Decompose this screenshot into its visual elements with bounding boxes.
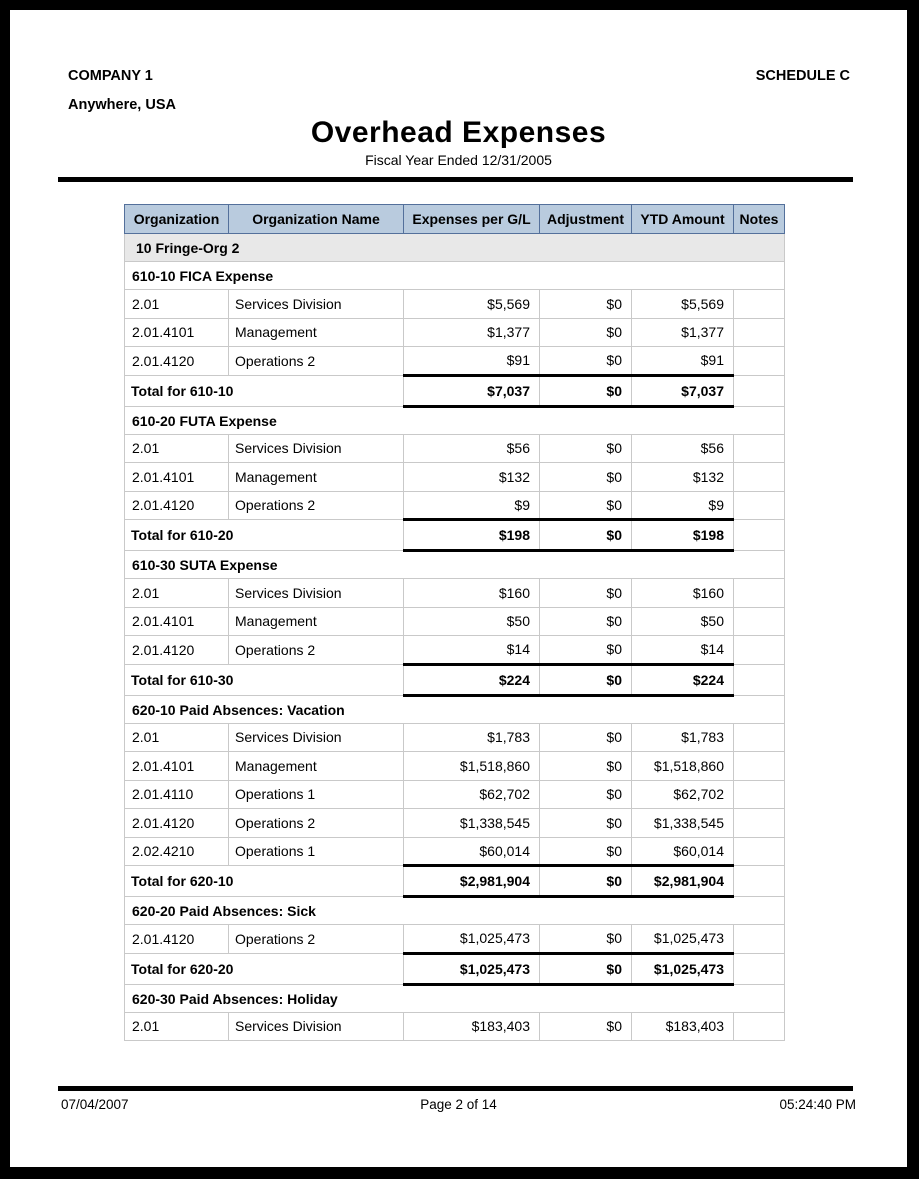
- cell-organization: 2.01.4101: [125, 607, 229, 636]
- total-notes: [734, 520, 785, 551]
- cell-notes: [734, 347, 785, 376]
- group-row: [125, 234, 785, 262]
- column-header-2: Expenses per G/L: [404, 205, 540, 234]
- cell-expenses: $1,518,860: [404, 752, 540, 781]
- section-header-label: 610-10 FICA Expense: [125, 262, 785, 290]
- total-notes: [734, 375, 785, 406]
- cell-organization: 2.01.4101: [125, 463, 229, 492]
- cell-organization: 2.01.4120: [125, 636, 229, 665]
- cell-organization-name: Services Division: [229, 290, 404, 319]
- table-row: [125, 290, 785, 319]
- cell-organization-name: Management: [229, 607, 404, 636]
- section-header-label: 620-10 Paid Absences: Vacation: [125, 695, 785, 723]
- cell-ytd-amount: $14: [632, 636, 734, 665]
- total-adjustment: $0: [540, 866, 632, 897]
- total-row: [125, 866, 785, 897]
- cell-ytd-amount: $60,014: [632, 837, 734, 866]
- cell-organization: 2.01: [125, 723, 229, 752]
- section-header-label: 610-30 SUTA Expense: [125, 551, 785, 579]
- cell-notes: [734, 723, 785, 752]
- cell-organization-name: Management: [229, 318, 404, 347]
- report-page: [10, 10, 907, 1167]
- cell-organization-name: Operations 1: [229, 837, 404, 866]
- total-ytd-amount: $224: [632, 664, 734, 695]
- cell-organization-name: Management: [229, 752, 404, 781]
- cell-ytd-amount: $5,569: [632, 290, 734, 319]
- table-row: [125, 780, 785, 809]
- schedule-label: SCHEDULE C: [755, 68, 850, 84]
- cell-ytd-amount: $50: [632, 607, 734, 636]
- cell-ytd-amount: $1,783: [632, 723, 734, 752]
- column-header-0: Organization: [125, 205, 229, 234]
- cell-ytd-amount: $160: [632, 579, 734, 608]
- cell-expenses: $9: [404, 491, 540, 520]
- cell-adjustment: $0: [540, 347, 632, 376]
- total-ytd-amount: $198: [632, 520, 734, 551]
- cell-adjustment: $0: [540, 1012, 632, 1041]
- cell-notes: [734, 752, 785, 781]
- cell-organization-name: Services Division: [229, 579, 404, 608]
- cell-organization-name: Operations 2: [229, 809, 404, 838]
- expenses-table: [124, 204, 785, 1041]
- section-header-row: [125, 406, 785, 434]
- cell-adjustment: $0: [540, 837, 632, 866]
- cell-organization: 2.01.4120: [125, 809, 229, 838]
- total-label: Total for 620-10: [125, 866, 404, 897]
- total-adjustment: $0: [540, 375, 632, 406]
- cell-notes: [734, 290, 785, 319]
- total-ytd-amount: $1,025,473: [632, 953, 734, 984]
- cell-adjustment: $0: [540, 636, 632, 665]
- cell-organization-name: Management: [229, 463, 404, 492]
- cell-adjustment: $0: [540, 925, 632, 954]
- table-row: [125, 636, 785, 665]
- cell-adjustment: $0: [540, 723, 632, 752]
- cell-expenses: $14: [404, 636, 540, 665]
- cell-organization: 2.01.4120: [125, 925, 229, 954]
- cell-adjustment: $0: [540, 607, 632, 636]
- cell-notes: [734, 579, 785, 608]
- cell-ytd-amount: $9: [632, 491, 734, 520]
- cell-expenses: $1,338,545: [404, 809, 540, 838]
- total-row: [125, 375, 785, 406]
- table-row: [125, 925, 785, 954]
- table-row: [125, 347, 785, 376]
- table-row: [125, 723, 785, 752]
- section-header-row: [125, 897, 785, 925]
- cell-organization: 2.01.4120: [125, 347, 229, 376]
- cell-expenses: $1,783: [404, 723, 540, 752]
- cell-organization: 2.01: [125, 434, 229, 463]
- column-header-4: YTD Amount: [632, 205, 734, 234]
- cell-ytd-amount: $1,338,545: [632, 809, 734, 838]
- total-row: [125, 953, 785, 984]
- section-header-label: 620-30 Paid Absences: Holiday: [125, 984, 785, 1012]
- group-label: 10 Fringe-Org 2: [125, 234, 785, 262]
- footer-page-number: Page 2 of 14: [420, 1097, 497, 1112]
- cell-organization-name: Operations 2: [229, 925, 404, 954]
- cell-organization-name: Services Division: [229, 434, 404, 463]
- cell-adjustment: $0: [540, 318, 632, 347]
- total-notes: [734, 953, 785, 984]
- total-notes: [734, 664, 785, 695]
- table-header-row: [125, 205, 785, 234]
- section-header-row: [125, 695, 785, 723]
- total-label: Total for 620-20: [125, 953, 404, 984]
- report-title: Overhead Expenses: [310, 116, 607, 149]
- cell-ytd-amount: $1,518,860: [632, 752, 734, 781]
- company-name: COMPANY 1: [68, 68, 153, 84]
- section-header-row: [125, 551, 785, 579]
- cell-adjustment: $0: [540, 780, 632, 809]
- cell-expenses: $183,403: [404, 1012, 540, 1041]
- total-expenses: $224: [404, 664, 540, 695]
- total-ytd-amount: $7,037: [632, 375, 734, 406]
- cell-expenses: $50: [404, 607, 540, 636]
- cell-ytd-amount: $56: [632, 434, 734, 463]
- total-adjustment: $0: [540, 664, 632, 695]
- cell-organization: 2.01.4120: [125, 491, 229, 520]
- cell-notes: [734, 837, 785, 866]
- total-expenses: $2,981,904: [404, 866, 540, 897]
- header-rule: [58, 177, 853, 182]
- cell-notes: [734, 434, 785, 463]
- footer-time: 05:24:40 PM: [779, 1097, 856, 1112]
- cell-expenses: $60,014: [404, 837, 540, 866]
- report-subtitle: Fiscal Year Ended 12/31/2005: [365, 152, 552, 168]
- cell-organization: 2.01.4101: [125, 318, 229, 347]
- footer-date: 07/04/2007: [61, 1097, 129, 1112]
- column-header-3: Adjustment: [540, 205, 632, 234]
- cell-ytd-amount: $62,702: [632, 780, 734, 809]
- table-row: [125, 837, 785, 866]
- cell-ytd-amount: $132: [632, 463, 734, 492]
- table-row: [125, 752, 785, 781]
- cell-expenses: $5,569: [404, 290, 540, 319]
- cell-adjustment: $0: [540, 579, 632, 608]
- cell-notes: [734, 925, 785, 954]
- cell-adjustment: $0: [540, 290, 632, 319]
- cell-expenses: $1,025,473: [404, 925, 540, 954]
- cell-notes: [734, 1012, 785, 1041]
- total-adjustment: $0: [540, 520, 632, 551]
- total-notes: [734, 866, 785, 897]
- total-label: Total for 610-10: [125, 375, 404, 406]
- cell-notes: [734, 491, 785, 520]
- cell-ytd-amount: $1,377: [632, 318, 734, 347]
- column-header-1: Organization Name: [229, 205, 404, 234]
- table-head: [125, 205, 785, 234]
- table-row: [125, 318, 785, 347]
- table-row: [125, 434, 785, 463]
- cell-expenses: $132: [404, 463, 540, 492]
- company-location: Anywhere, USA: [68, 97, 176, 113]
- table-row: [125, 607, 785, 636]
- total-ytd-amount: $2,981,904: [632, 866, 734, 897]
- cell-adjustment: $0: [540, 434, 632, 463]
- section-header-row: [125, 984, 785, 1012]
- total-row: [125, 520, 785, 551]
- table-body: [125, 234, 785, 1041]
- cell-organization-name: Services Division: [229, 723, 404, 752]
- footer-rule: [58, 1086, 853, 1091]
- total-label: Total for 610-20: [125, 520, 404, 551]
- cell-expenses: $1,377: [404, 318, 540, 347]
- total-adjustment: $0: [540, 953, 632, 984]
- cell-organization-name: Operations 2: [229, 491, 404, 520]
- cell-organization-name: Operations 2: [229, 636, 404, 665]
- column-header-5: Notes: [734, 205, 785, 234]
- cell-ytd-amount: $183,403: [632, 1012, 734, 1041]
- cell-organization: 2.01: [125, 290, 229, 319]
- cell-expenses: $160: [404, 579, 540, 608]
- cell-organization: 2.01.4101: [125, 752, 229, 781]
- cell-adjustment: $0: [540, 463, 632, 492]
- cell-organization: 2.01.4110: [125, 780, 229, 809]
- table-row: [125, 491, 785, 520]
- cell-expenses: $62,702: [404, 780, 540, 809]
- cell-ytd-amount: $91: [632, 347, 734, 376]
- cell-notes: [734, 318, 785, 347]
- table-row: [125, 463, 785, 492]
- table-row: [125, 579, 785, 608]
- table-row: [125, 809, 785, 838]
- cell-organization: 2.01: [125, 1012, 229, 1041]
- cell-notes: [734, 463, 785, 492]
- cell-notes: [734, 780, 785, 809]
- cell-adjustment: $0: [540, 809, 632, 838]
- cell-expenses: $56: [404, 434, 540, 463]
- cell-notes: [734, 809, 785, 838]
- cell-organization: 2.02.4210: [125, 837, 229, 866]
- section-header-label: 620-20 Paid Absences: Sick: [125, 897, 785, 925]
- section-header-label: 610-20 FUTA Expense: [125, 406, 785, 434]
- cell-adjustment: $0: [540, 752, 632, 781]
- total-row: [125, 664, 785, 695]
- section-header-row: [125, 262, 785, 290]
- cell-expenses: $91: [404, 347, 540, 376]
- cell-organization: 2.01: [125, 579, 229, 608]
- cell-notes: [734, 636, 785, 665]
- cell-adjustment: $0: [540, 491, 632, 520]
- cell-ytd-amount: $1,025,473: [632, 925, 734, 954]
- table-row: [125, 1012, 785, 1041]
- total-expenses: $1,025,473: [404, 953, 540, 984]
- cell-organization-name: Operations 2: [229, 347, 404, 376]
- total-label: Total for 610-30: [125, 664, 404, 695]
- table-container: [124, 204, 785, 1041]
- cell-notes: [734, 607, 785, 636]
- cell-organization-name: Services Division: [229, 1012, 404, 1041]
- total-expenses: $198: [404, 520, 540, 551]
- cell-organization-name: Operations 1: [229, 780, 404, 809]
- total-expenses: $7,037: [404, 375, 540, 406]
